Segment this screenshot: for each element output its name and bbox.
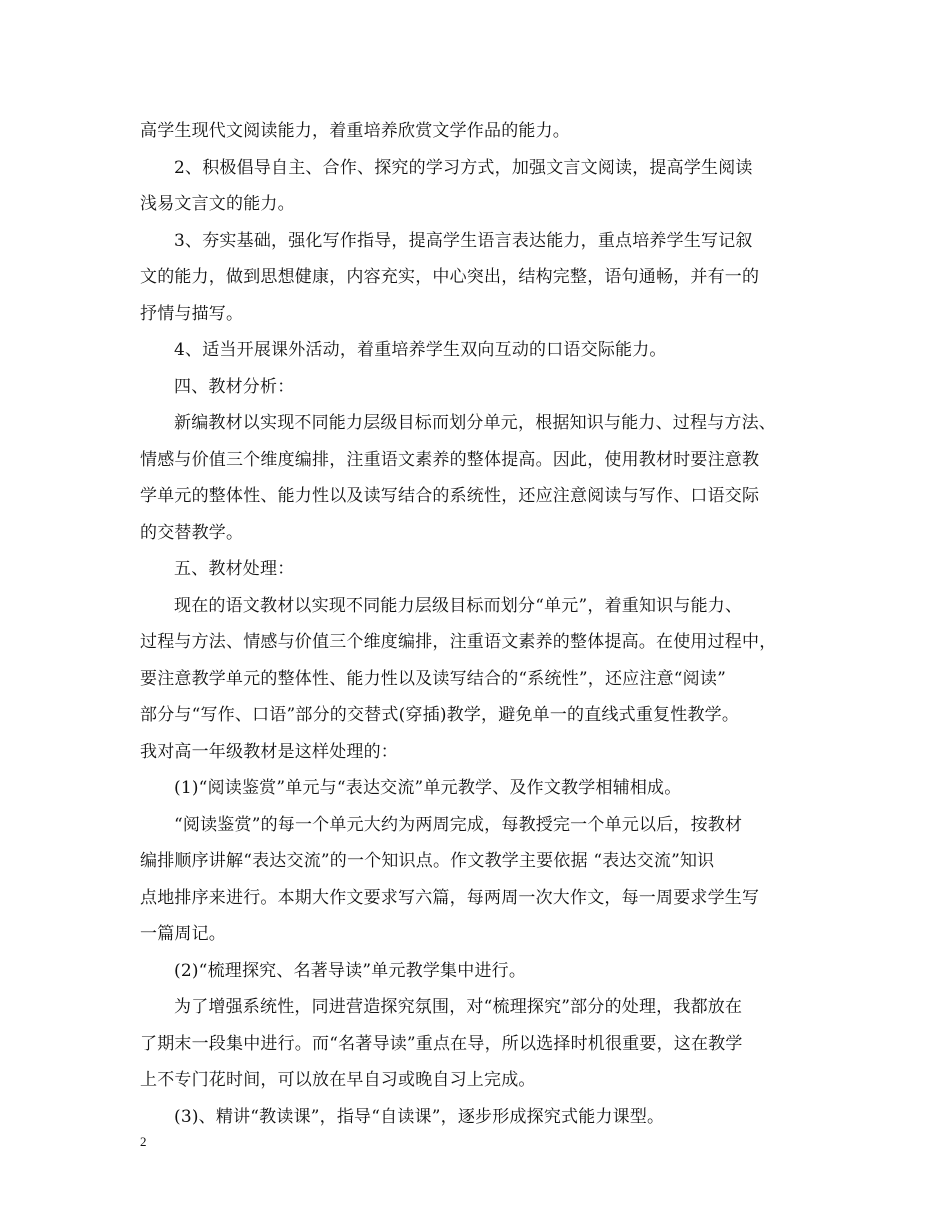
section-heading: 五、教材处理：	[174, 559, 295, 579]
text-line: 部分与“写作、口语”部分的交替式(穿插)教学，避免单一的直线式重复性教学。	[140, 705, 740, 725]
text-line: 文的能力，做到思想健康，内容充实，中心突出，结构完整，语句通畅，并有一的	[140, 267, 760, 287]
text-line: 点地排序来进行。本期大作文要求写六篇，每两周一次大作文，每一周要求学生写	[140, 887, 760, 908]
text-line: 我对高一年级教材是这样处理的：	[140, 741, 398, 762]
text-line: (2)“梳理探究、名著导读”单元教学集中进行。	[174, 960, 527, 981]
text-line: “阅读鉴赏”的每一个单元大约为两周完成，每教授完一个单元以后，按教材	[174, 814, 743, 835]
text-line: 4、适当开展课外活动，着重培养学生双向互动的口语交际能力。	[174, 340, 667, 360]
text-line: 了期末一段集中进行。而“名著导读”重点在导，所以选择时机很重要，这在教学	[140, 1033, 743, 1054]
text-line: (1)“阅读鉴赏”单元与“表达交流”单元教学、及作文教学相辅相成。	[174, 778, 682, 798]
section-heading: 四、教材分析：	[174, 376, 295, 397]
text-line: 抒情与描写。	[140, 303, 244, 324]
page-number: 2	[140, 1134, 147, 1149]
text-line: 3、夯实基础，强化写作指导，提高学生语言表达能力，重点培养学生写记叙	[174, 230, 753, 251]
text-line: 学单元的整体性、能力性以及读写结合的系统性，还应注意阅读与写作、口语交际	[140, 486, 760, 506]
text-line: 一篇周记。	[140, 924, 226, 944]
text-line: 浅易文言文的能力。	[140, 194, 295, 214]
text-line: 上不专门花时间，可以放在早自习或晚自习上完成。	[140, 1070, 536, 1090]
body-text	[140, 117, 830, 1139]
text-line: 为了增强系统性，同进营造探究氛围，对“梳理探究”部分的处理，我都放在	[174, 997, 743, 1017]
text-line: 编排顺序讲解“表达交流”的一个知识点。作文教学主要依据 “表达交流”知识	[140, 851, 715, 871]
text-line: 高学生现代文阅读能力，着重培养欣赏文学作品的能力。	[140, 121, 570, 141]
text-line: 新编教材以实现不同能力层级目标而划分单元，根据知识与能力、过程与方法、	[174, 413, 776, 433]
text-line: 要注意教学单元的整体性、能力性以及读写结合的“系统性”，还应注意“阅读”	[140, 668, 726, 689]
text-line: 的交替教学。	[140, 522, 244, 543]
text-line: 现在的语文教材以实现不同能力层级目标而划分“单元”，着重知识与能力、	[174, 595, 743, 616]
text-line: 过程与方法、情感与价值三个维度编排，注重语文素养的整体提高。在使用过程中，	[140, 632, 777, 652]
text-line: 2、积极倡导自主、合作、探究的学习方式，加强文言文阅读，提高学生阅读	[174, 157, 753, 178]
text-line: (3)、精讲“教读课”，指导“自读课”，逐步形成探究式能力课型。	[174, 1106, 665, 1127]
text-line: 情感与价值三个维度编排，注重语文素养的整体提高。因此，使用教材时要注意教	[140, 449, 760, 470]
